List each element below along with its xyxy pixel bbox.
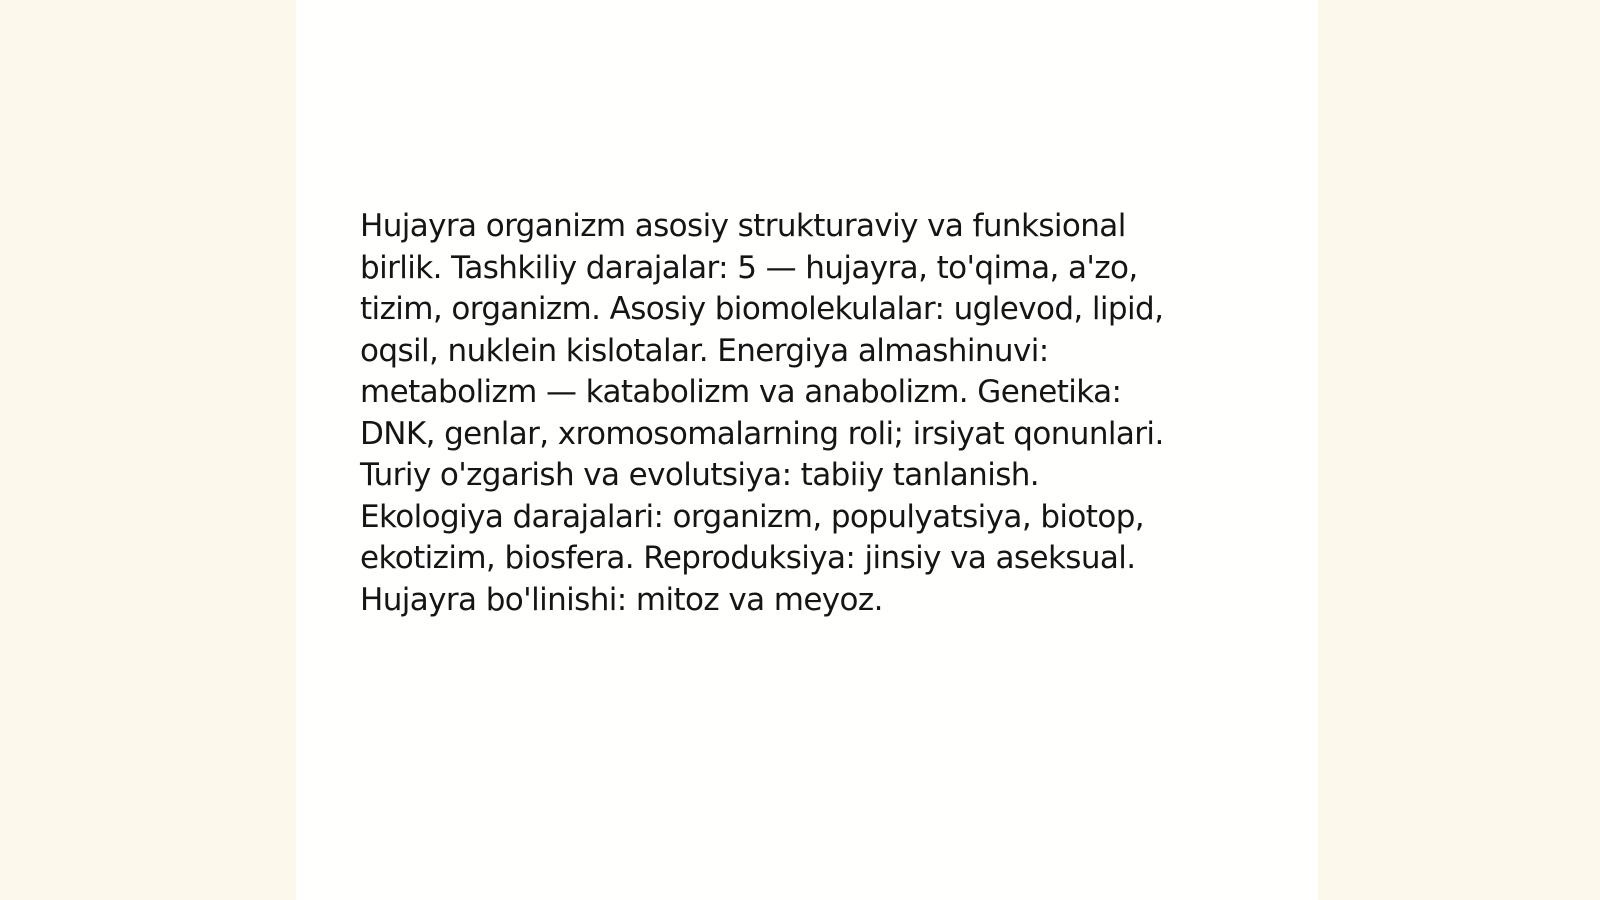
slide-page xyxy=(296,0,1318,900)
slide-body-text: Hujayra organizm asosiy strukturaviy va funksional birlik. Tashkiliy darajalar: 5 — hujayra, to'qima, a'zo, tizim, organizm. Asosiy biomolekulalar: uglevod, lipid, oqsil, nuklein kislotalar. Energiya almashinuvi: metabolizm — katabolizm va anabolizm. Genetika: DNK, genlar, xromosomalarning roli; irsiyat qonunlari. Turiy o'zgarish va evolutsiya: tabiiy tanlanish. Ekologiya darajalari: organizm, populyatsiya, biotop, ekotizim, biosfera. Reproduksiya: jinsiy va aseksual. Hujayra bo'linishi: mitoz va meyoz. xyxy=(360,208,1164,618)
